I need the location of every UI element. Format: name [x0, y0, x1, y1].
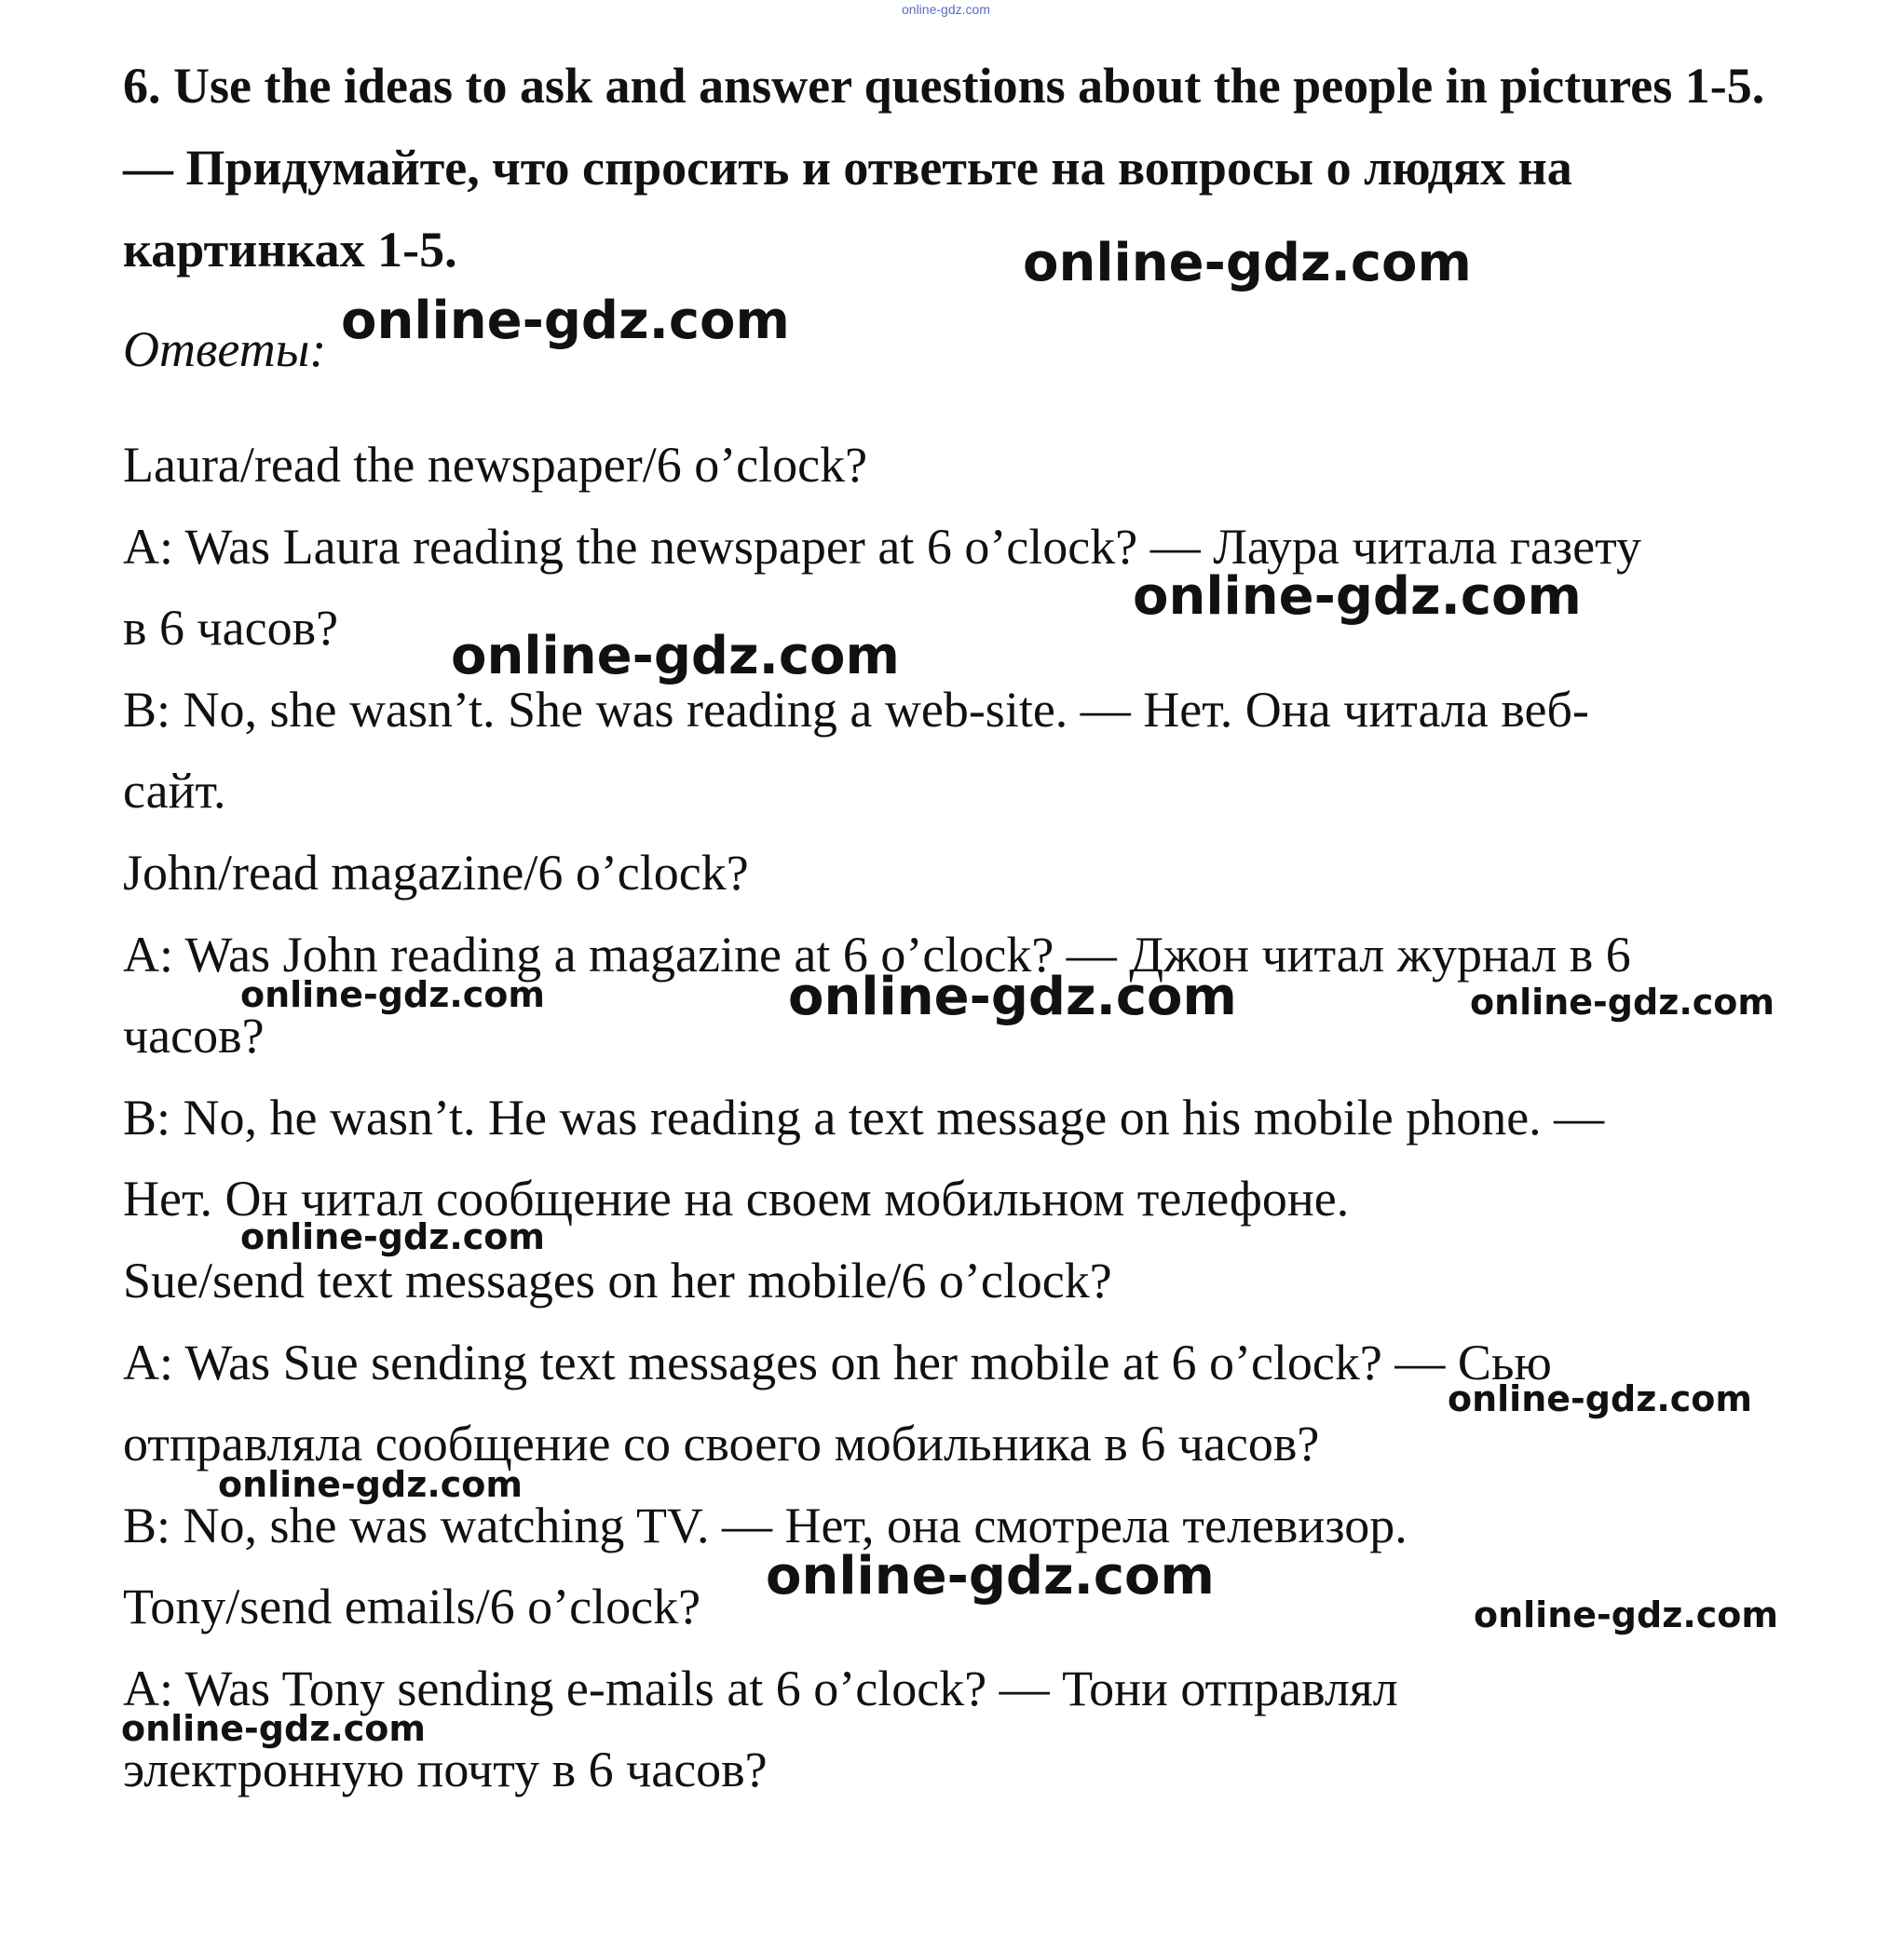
- answer-line: в 6 часов?: [123, 600, 339, 656]
- watermark: online-gdz.com: [218, 1464, 523, 1505]
- answer-line: Нет. Он читал сообщение на своем мобильном телефоне.: [123, 1171, 1350, 1227]
- answer-line: A: Was Laura reading the newspaper at 6 o’clock? — Лаура читала газету: [123, 519, 1641, 575]
- watermark: online-gdz.com: [121, 1708, 426, 1749]
- watermark: online-gdz.com: [766, 1546, 1215, 1607]
- watermark: online-gdz.com: [1133, 566, 1582, 627]
- answer-line: A: Was Tony sending e-mails at 6 o’clock? — Тони отправлял: [123, 1661, 1398, 1716]
- answer-line: B: No, she was watching TV. — Нет, она смотрела телевизор.: [123, 1498, 1408, 1553]
- watermark: online-gdz.com: [1023, 233, 1472, 293]
- prompt-tony: Tony/send emails/6 o’clock?: [123, 1579, 701, 1634]
- watermark: online-gdz.com: [240, 1216, 545, 1257]
- watermark: online-gdz.com: [1470, 982, 1775, 1023]
- top-watermark: online-gdz.com: [902, 2, 990, 17]
- answer-line: сайт.: [123, 763, 226, 819]
- answers-label: Ответы:: [123, 321, 327, 377]
- answer-line: электронную почту в 6 часов?: [123, 1742, 768, 1797]
- answer-line: часов?: [123, 1008, 265, 1064]
- prompt-john: John/read magazine/6 o’clock?: [123, 845, 749, 901]
- answer-line: отправляла сообщение со своего мобильника в 6 часов?: [123, 1416, 1320, 1471]
- prompt-laura: Laura/read the newspaper/6 o’clock?: [123, 437, 868, 493]
- answer-line: A: Was John reading a magazine at 6 o’clock? — Джон читал журнал в 6: [123, 927, 1631, 983]
- watermark: online-gdz.com: [1474, 1594, 1778, 1635]
- watermark: online-gdz.com: [788, 967, 1237, 1027]
- exercise-heading: 6. Use the ideas to ask and answer questions about the people in pictures 1-5. — Придумайте, что спросить и ответьте на вопросы о людях на картинках 1-5.: [123, 58, 1765, 278]
- watermark: online-gdz.com: [341, 291, 790, 351]
- watermark: online-gdz.com: [1448, 1378, 1752, 1419]
- watermark: online-gdz.com: [240, 974, 545, 1015]
- answer-line: B: No, he wasn’t. He was reading a text message on his mobile phone. —: [123, 1090, 1605, 1146]
- answer-line: A: Was Sue sending text messages on her mobile at 6 o’clock? — Сью: [123, 1335, 1552, 1390]
- prompt-sue: Sue/send text messages on her mobile/6 o’clock?: [123, 1253, 1112, 1308]
- watermark: online-gdz.com: [451, 626, 900, 686]
- answer-line: B: No, she wasn’t. She was reading a web-site. — Нет. Она читала веб-: [123, 682, 1589, 738]
